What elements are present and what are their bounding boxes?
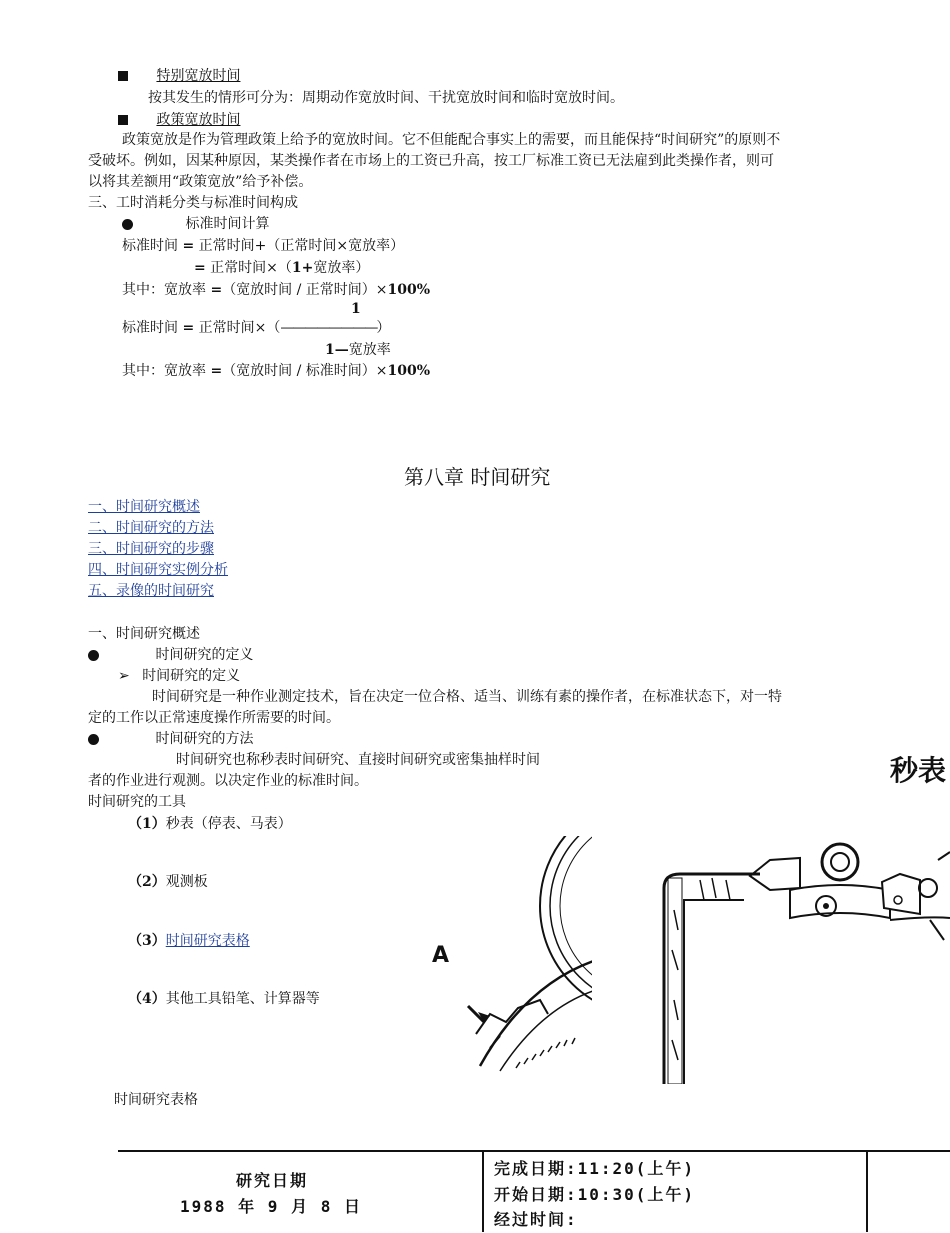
tool-number: （4） — [128, 991, 166, 1007]
formula-eq: = — [182, 320, 195, 336]
board-title: 秒表 — [890, 754, 947, 787]
study-date-value: 1988 年 9 月 8 日 — [180, 1197, 362, 1216]
bullet-standard-time-calc — [122, 214, 269, 234]
tool-label: 其他工具铅笔、计算器等 — [165, 991, 320, 1007]
toc-link-4[interactable]: 四、时间研究实例分析 — [88, 562, 228, 578]
formula-bold: 1+ — [291, 260, 314, 276]
formula-text: 正常时间×（ — [205, 260, 292, 276]
formula-text: 标准时间 — [122, 320, 183, 336]
formula-text: 其中：宽放率 — [122, 282, 211, 298]
definition-paragraph-line1: 时间研究是一种作业测定技术，旨在决定一位合格、适当、训练有素的操作者，在标准状态下，对一特 — [152, 689, 782, 705]
formula-1b — [194, 258, 369, 278]
formula-text: （宽放时间 / 标准时间）× — [222, 363, 388, 379]
method-label: 时间研究的方法 — [155, 731, 254, 747]
fraction-denominator — [325, 340, 391, 360]
tool-number: （1） — [128, 816, 166, 832]
clipboard-icon — [600, 740, 950, 1084]
formula-text: ） — [376, 320, 391, 336]
table-divider — [866, 1152, 868, 1232]
formula-eq: = — [194, 260, 206, 276]
bullet-policy-allowance — [118, 110, 240, 130]
tool-item-4 — [128, 989, 320, 1009]
method-paragraph-line1: 时间研究也称秒表时间研究、直接时间研究或密集抽样时间 — [176, 752, 540, 768]
formula-2 — [122, 318, 390, 338]
bullet-definition — [88, 645, 253, 665]
sub-definition-label: 时间研究的定义 — [142, 668, 241, 684]
policy-paragraph-line2: 受破坏。例如，因某种原因，某类操作者在市场上的工资已升高，按工厂标准工资已无法雇到此类操作者，则可 — [88, 153, 774, 169]
formula-text: 宽放率 — [348, 342, 391, 358]
finish-time: 完成日期:11:20(上午) — [494, 1159, 696, 1178]
formula-eq: = — [182, 238, 195, 254]
toc-link-3[interactable]: 三、时间研究的步骤 — [88, 541, 214, 557]
formula-text: 其中：宽放率 — [122, 363, 211, 379]
policy-paragraph-line1: 政策宽放是作为管理政策上给予的宽放时间。它不但能配合事实上的需要，而且能保持“时间研究”的原则不 — [122, 132, 781, 148]
arrow-bullet-icon: ➢ — [118, 668, 130, 684]
toc-link-2[interactable]: 二、时间研究的方法 — [88, 520, 214, 536]
tool-label: 观测板 — [165, 874, 208, 890]
formula-bold: 1— — [325, 342, 349, 358]
study-date-label: 研究日期 — [236, 1171, 309, 1190]
start-time: 开始日期:10:30(上午) — [494, 1185, 696, 1204]
fraction-numerator: 1 — [351, 301, 361, 317]
standard-time-calc-label: 标准时间计算 — [185, 216, 270, 232]
bullet-special-allowance — [118, 66, 240, 86]
formula-pct: 100% — [387, 363, 431, 379]
policy-allowance-heading: 政策宽放时间 — [156, 112, 241, 128]
tool-item-1 — [128, 814, 292, 834]
method-paragraph-line2: 者的作业进行观测。以决定作业的标准时间。 — [88, 773, 368, 789]
formula-text: （宽放时间 / 正常时间）× — [222, 282, 388, 298]
special-allowance-heading: 特别宽放时间 — [156, 68, 241, 84]
time-study-form-table — [118, 1150, 950, 1232]
toc-link-5[interactable]: 五、录像的时间研究 — [88, 583, 214, 599]
elapsed-time: 经过时间: — [494, 1210, 578, 1229]
sub-bullet-definition — [118, 666, 240, 686]
formula-pct: 100% — [387, 282, 431, 298]
round-bullet-icon — [122, 219, 133, 230]
round-bullet-icon — [88, 650, 99, 661]
formula-1a — [122, 236, 404, 256]
formula-1c — [122, 280, 430, 300]
observation-board-figure — [600, 740, 950, 1084]
tool-label: 秒表（停表、马表） — [165, 816, 292, 832]
stopwatch-label-a: A — [432, 943, 450, 968]
time-study-form-link[interactable]: 时间研究表格 — [165, 933, 250, 949]
formula-text: 标准时间 — [122, 238, 183, 254]
round-bullet-icon — [88, 734, 99, 745]
definition-paragraph-line2: 定的工作以正常速度操作所需要的时间。 — [88, 710, 340, 726]
formula-2c — [122, 361, 430, 381]
toc-link-1[interactable]: 一、时间研究概述 — [88, 499, 200, 515]
form-caption: 时间研究表格 — [114, 1092, 198, 1108]
tool-item-3 — [128, 931, 250, 951]
formula-text: 正常时间×（ — [194, 320, 281, 336]
formula-eq: = — [210, 282, 223, 298]
bullet-method — [88, 729, 253, 749]
formula-text: 正常时间+（正常时间×宽放率） — [194, 238, 405, 254]
chapter-title: 第八章 时间研究 — [404, 465, 551, 489]
policy-paragraph-line3: 以将其差额用“政策宽放”给予补偿。 — [88, 174, 313, 190]
formula-text: 宽放率） — [313, 260, 370, 276]
tools-heading: 时间研究的工具 — [88, 794, 186, 810]
overview-heading: 一、时间研究概述 — [88, 626, 200, 642]
square-bullet-icon — [118, 115, 128, 125]
section-3-heading: 三、工时消耗分类与标准时间构成 — [88, 195, 298, 211]
definition-label: 时间研究的定义 — [155, 647, 254, 663]
table-divider — [482, 1152, 484, 1232]
fraction-bar: ———————— — [280, 320, 377, 336]
formula-eq: = — [210, 363, 223, 379]
special-allowance-desc: 按其发生的情形可分为：周期动作宽放时间、干扰宽放时间和临时宽放时间。 — [148, 90, 624, 106]
tool-number: （3） — [128, 933, 166, 949]
tool-item-2 — [128, 872, 208, 892]
stopwatch-figure — [420, 836, 592, 1084]
square-bullet-icon — [118, 71, 128, 81]
tool-number: （2） — [128, 874, 166, 890]
